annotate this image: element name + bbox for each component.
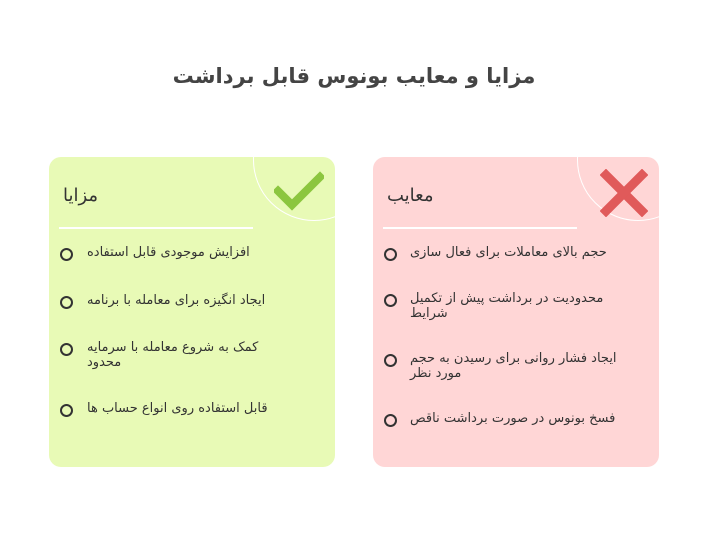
cons-item-text: ایجاد فشار روانی برای رسیدن به حجم مورد نظر — [410, 351, 617, 381]
cross-icon — [600, 169, 648, 217]
list-item — [60, 293, 277, 309]
pros-item-text: کمک به شروع معامله با سرمایه محدود — [87, 340, 259, 370]
check-icon — [274, 171, 324, 211]
cons-item-text: فسخ بونوس در صورت برداشت ناقص — [410, 411, 616, 426]
pros-item-text: قابل استفاده روی انواع حساب ها — [87, 401, 268, 416]
pros-item-text: افزایش موجودی قابل استفاده — [87, 245, 250, 260]
pros-heading: مزایا — [63, 185, 99, 206]
list-item — [60, 245, 277, 261]
bullet-icon — [60, 296, 73, 309]
list-item — [384, 291, 620, 321]
list-item — [384, 411, 620, 427]
cons-divider — [383, 227, 577, 229]
bullet-icon — [60, 343, 73, 356]
bullet-icon — [384, 354, 397, 367]
bullet-icon — [384, 414, 397, 427]
cons-item-text: حجم بالای معاملات برای فعال سازی — [410, 245, 607, 260]
list-item — [60, 340, 277, 370]
cons-item-text: محدودیت در برداشت پیش از تکمیل شرایط — [410, 291, 604, 321]
cons-card — [373, 157, 659, 467]
list-item — [384, 351, 620, 381]
bullet-icon — [384, 294, 397, 307]
bullet-icon — [384, 248, 397, 261]
bullet-icon — [60, 248, 73, 261]
pros-card — [49, 157, 335, 467]
list-item — [60, 401, 277, 417]
bullet-icon — [60, 404, 73, 417]
page-title: مزایا و معایب بونوس قابل برداشت — [172, 64, 536, 88]
pros-divider — [59, 227, 253, 229]
cons-heading: معایب — [387, 185, 434, 206]
list-item — [384, 245, 620, 261]
pros-item-text: ایجاد انگیزه برای معامله با برنامه — [87, 293, 266, 308]
